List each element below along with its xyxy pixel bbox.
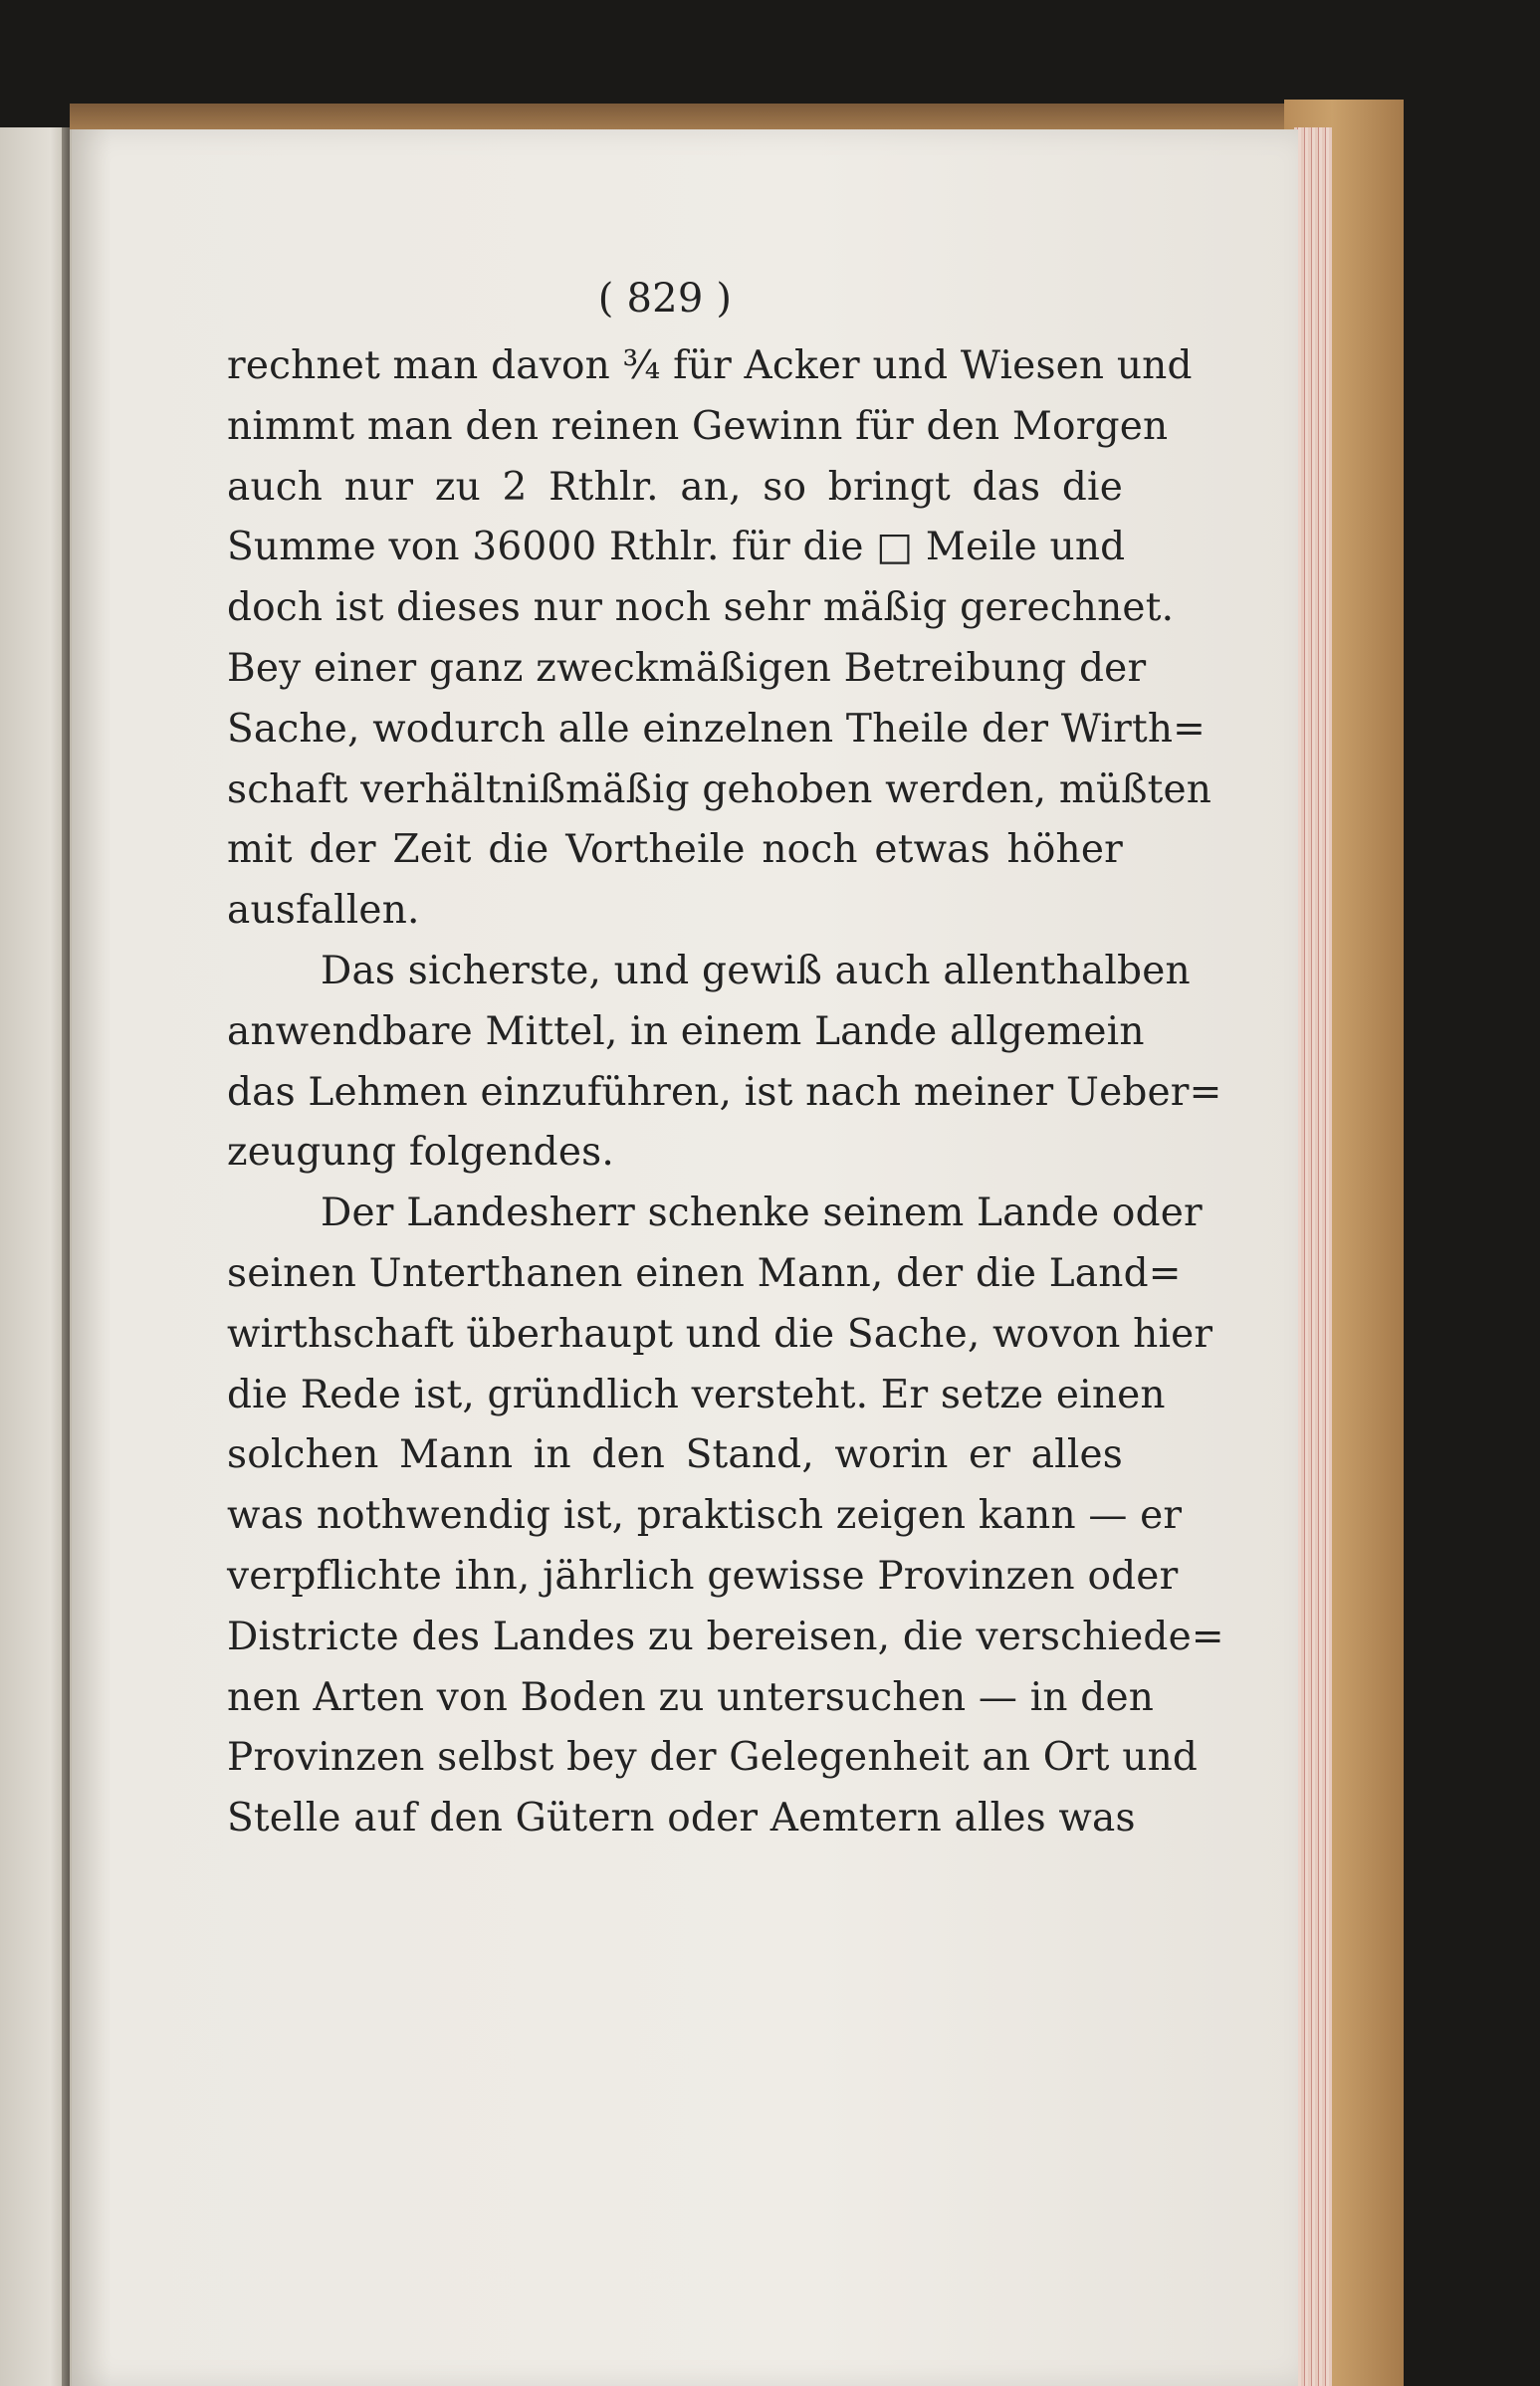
text-line: wirthschaft überhaupt und die Sache, wovon hier xyxy=(227,1311,1213,1357)
text-line: verpflichte ihn, jährlich gewisse Provinzen oder xyxy=(227,1553,1179,1599)
text-line: Der Landesherr schenke seinem Lande oder xyxy=(321,1191,1203,1236)
text-line: ausfallen. xyxy=(227,888,420,934)
paragraph-1 xyxy=(227,336,1212,942)
text-line: das Lehmen einzuführen, ist nach meiner Ueber= xyxy=(227,1069,1222,1115)
paragraph-2 xyxy=(227,942,1222,1184)
gutter-shadow xyxy=(62,127,70,2386)
text-line: schaft verhältnißmäßig gehoben werden, müßten xyxy=(227,766,1212,812)
text-line: anwendbare Mittel, in einem Lande allgemein xyxy=(227,1008,1145,1054)
text-line: auch nur zu 2 Rthlr. an, so bringt das die xyxy=(227,464,1123,510)
paragraph-3 xyxy=(227,1184,1224,1849)
text-line: Sache, wodurch alle einzelnen Theile der Wirth= xyxy=(227,706,1207,752)
page-number: ( 829 ) xyxy=(597,276,733,322)
text-line: die Rede ist, gründlich versteht. Er setze einen xyxy=(227,1372,1166,1417)
page-text xyxy=(227,269,1224,1849)
text-line: Bey einer ganz zweckmäßigen Betreibung der xyxy=(227,645,1147,691)
text-line: Das sicherste, und gewiß auch allenthalben xyxy=(321,948,1191,993)
text-line: mit der Zeit die Vortheile noch etwas höher xyxy=(227,827,1123,873)
text-line: solchen Mann in den Stand, worin er alles xyxy=(227,1432,1123,1478)
page-edges xyxy=(1294,127,1332,2386)
text-line: was nothwendig ist, praktisch zeigen kann — er xyxy=(227,1493,1183,1539)
text-line: Summe von 36000 Rthlr. für die □ Meile und xyxy=(227,525,1126,570)
text-line: nimmt man den reinen Gewinn für den Morgen xyxy=(227,403,1169,449)
text-line: seinen Unterthanen einen Mann, der die Land= xyxy=(227,1250,1182,1296)
text-line: doch ist dieses nur noch sehr mäßig gerechnet. xyxy=(227,585,1175,631)
text-line: Provinzen selbst bey der Gelegenheit an Ort und xyxy=(227,1735,1199,1781)
text-line: zeugung folgendes. xyxy=(227,1130,614,1176)
text-line: rechnet man davon ¾ für Acker und Wiesen und xyxy=(227,343,1193,388)
cover-board-top xyxy=(70,104,1404,129)
text-line: nen Arten von Boden zu untersuchen — in den xyxy=(227,1674,1155,1720)
text-line: Districte des Landes zu bereisen, die verschiede= xyxy=(227,1614,1224,1659)
text-line: Stelle auf den Gütern oder Aemtern alles was xyxy=(227,1796,1136,1842)
